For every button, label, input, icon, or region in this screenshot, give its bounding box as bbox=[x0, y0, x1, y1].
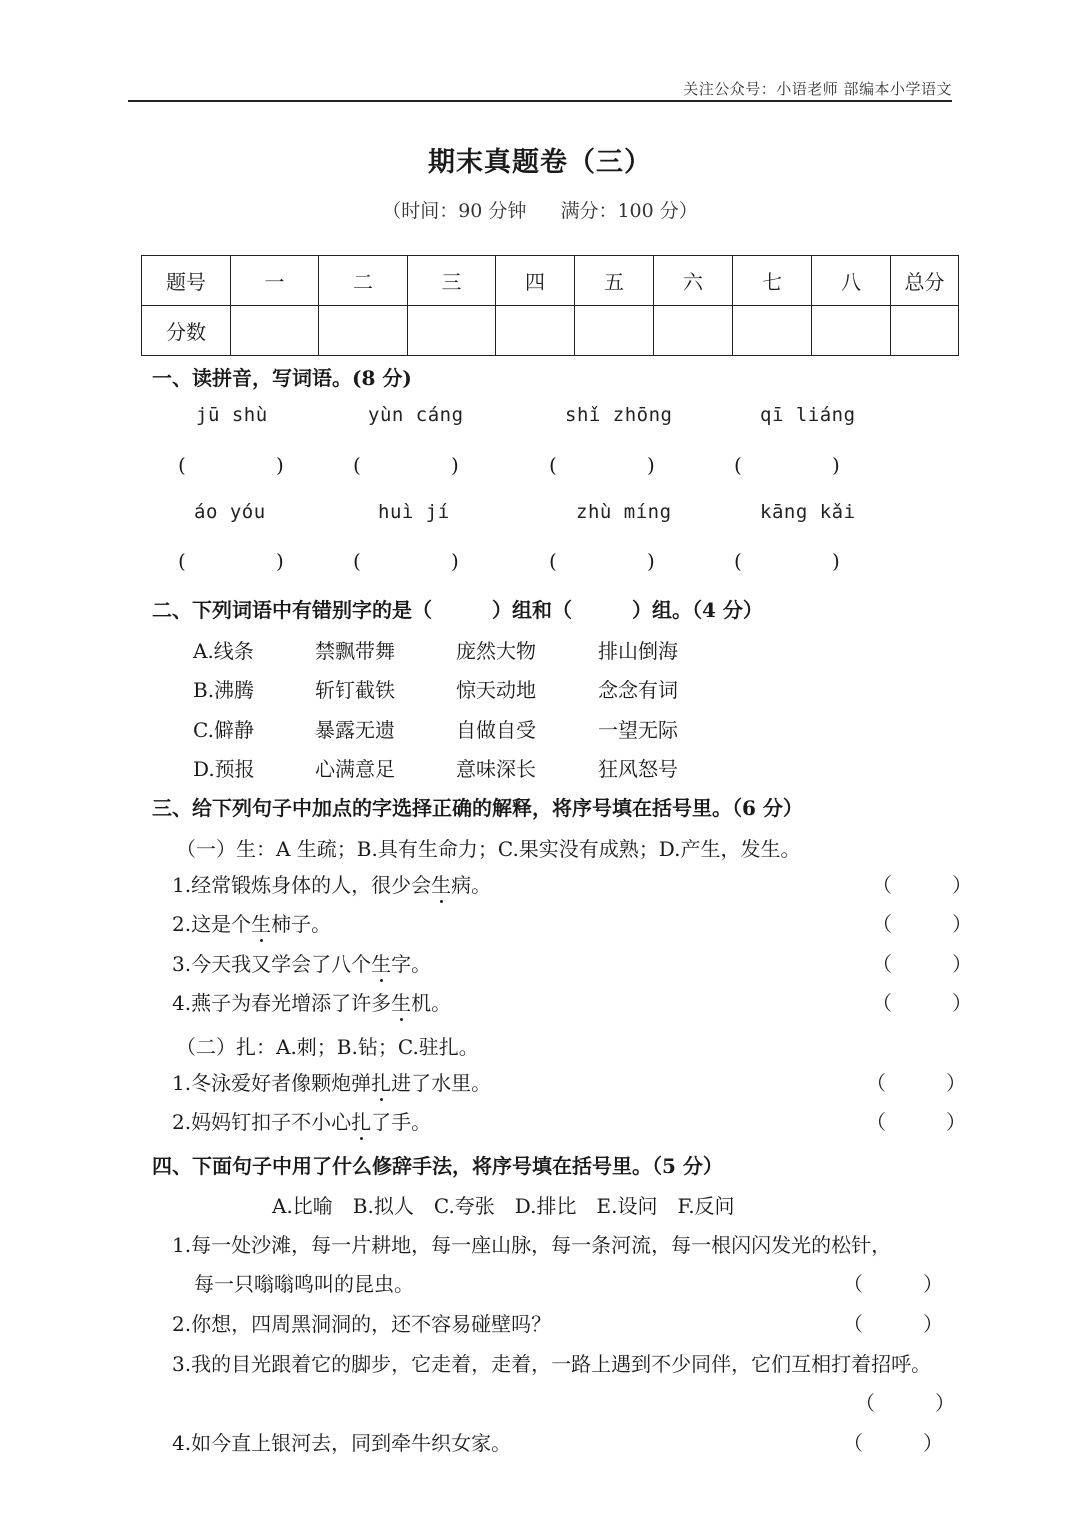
table-cell: 二 bbox=[319, 256, 408, 306]
dotted-char: 生 bbox=[431, 869, 451, 898]
pinyin: jū shù bbox=[196, 404, 268, 426]
header-divider bbox=[128, 100, 952, 102]
time-limit: （时间：90 分钟 bbox=[382, 200, 527, 222]
score-table-score-row bbox=[142, 306, 959, 356]
question-item bbox=[172, 987, 451, 1016]
section-1-heading: 一、读拼音，写词语。(8 分) bbox=[152, 366, 412, 390]
answer-paren[interactable]: （ ） bbox=[872, 912, 972, 936]
answer-paren[interactable]: （ ） bbox=[843, 1431, 943, 1455]
question-item bbox=[172, 908, 331, 937]
dotted-char: 生 bbox=[251, 908, 271, 937]
pinyin: kāng kǎi bbox=[760, 501, 856, 523]
table-cell: 七 bbox=[733, 256, 812, 306]
question-text: 1.冬泳爱好者像颗炮弹 bbox=[172, 1071, 372, 1095]
full-score: 满分：100 分） bbox=[560, 200, 698, 222]
question-text: 4.如今直上银河去，同到牵牛织女家。 bbox=[172, 1431, 512, 1455]
word: 自做自受 bbox=[456, 718, 536, 742]
answer-paren-close: ) bbox=[647, 549, 655, 573]
question-text: 进了水里。 bbox=[391, 1071, 492, 1095]
question-text: 柿子。 bbox=[271, 912, 332, 936]
word: 心满意足 bbox=[315, 757, 395, 781]
option-label: A.线条 bbox=[193, 639, 254, 663]
answer-paren-close: ) bbox=[276, 549, 284, 573]
question-text: 2.这是个 bbox=[172, 912, 252, 936]
table-cell: 八 bbox=[812, 256, 891, 306]
pinyin: áo yóu bbox=[194, 501, 266, 523]
page-title: 期末真题卷（三） bbox=[428, 147, 652, 178]
table-cell: 三 bbox=[408, 256, 496, 306]
answer-paren[interactable]: （ ） bbox=[843, 1272, 943, 1296]
word: 意味深长 bbox=[456, 757, 536, 781]
option-label: D.预报 bbox=[193, 757, 255, 781]
answer-paren-open: ( bbox=[549, 549, 557, 573]
word: 暴露无遗 bbox=[315, 718, 395, 742]
header-note: 关注公众号：小语老师 部编本小学语文 bbox=[683, 80, 952, 98]
table-cell: 六 bbox=[654, 256, 733, 306]
table-cell: 分数 bbox=[142, 306, 231, 356]
word: 惊天动地 bbox=[456, 678, 536, 702]
exam-info bbox=[0, 196, 1080, 223]
word: 庞然大物 bbox=[456, 639, 536, 663]
pinyin: zhù míng bbox=[576, 501, 672, 523]
question-text: 机。 bbox=[411, 991, 452, 1015]
section-3-heading: 三、给下列句子中加点的字选择正确的解释，将序号填在括号里。（6 分） bbox=[152, 796, 803, 820]
question-text: 每一只嗡嗡鸣叫的昆虫。 bbox=[194, 1272, 414, 1296]
table-cell: 四 bbox=[496, 256, 575, 306]
word: 斩钉截铁 bbox=[315, 678, 395, 702]
score-input-cell[interactable] bbox=[319, 306, 408, 356]
word: 排山倒海 bbox=[598, 639, 678, 663]
score-input-cell[interactable] bbox=[812, 306, 891, 356]
answer-paren[interactable]: （ ） bbox=[866, 1071, 966, 1095]
word: 禁飘带舞 bbox=[315, 639, 395, 663]
question-text: 1.每一处沙滩，每一片耕地，每一座山脉，每一条河流，每一根闪闪发光的松针， bbox=[172, 1233, 892, 1257]
score-input-cell[interactable] bbox=[654, 306, 733, 356]
pinyin: yùn cáng bbox=[368, 404, 464, 426]
answer-paren-open: ( bbox=[353, 453, 361, 477]
question-text: 4.燕子为春光增添了许多 bbox=[172, 991, 392, 1015]
answer-paren-open: ( bbox=[734, 453, 742, 477]
word: 念念有词 bbox=[598, 678, 678, 702]
dotted-char: 生 bbox=[391, 987, 411, 1016]
score-input-cell[interactable] bbox=[496, 306, 575, 356]
score-table-header-row bbox=[142, 256, 959, 306]
answer-paren-open: ( bbox=[178, 453, 186, 477]
section-4-heading: 四、下面句子中用了什么修辞手法，将序号填在括号里。（5 分） bbox=[152, 1154, 723, 1178]
option-label: B.沸腾 bbox=[193, 678, 255, 702]
answer-paren[interactable]: （ ） bbox=[866, 1110, 966, 1134]
definition-list: （二）扎：A.刺；B.钻；C.驻扎。 bbox=[176, 1035, 479, 1059]
word: 狂风怒号 bbox=[598, 757, 678, 781]
table-cell: 题号 bbox=[142, 256, 231, 306]
word: 一望无际 bbox=[598, 718, 678, 742]
question-item bbox=[172, 1106, 431, 1135]
score-input-cell[interactable] bbox=[733, 306, 812, 356]
dotted-char: 扎 bbox=[351, 1106, 371, 1135]
answer-paren-close: ) bbox=[451, 549, 459, 573]
answer-paren-close: ) bbox=[276, 453, 284, 477]
question-text: 病。 bbox=[451, 873, 492, 897]
dotted-char: 生 bbox=[371, 948, 391, 977]
answer-paren-open: ( bbox=[353, 549, 361, 573]
definition-list: （一）生：A 生疏；B.具有生命力；C.果实没有成熟；D.产生，发生。 bbox=[176, 837, 801, 861]
answer-paren-close: ) bbox=[832, 453, 840, 477]
table-cell: 总分 bbox=[891, 256, 959, 306]
question-text: 了手。 bbox=[371, 1110, 432, 1134]
question-item bbox=[172, 1067, 491, 1096]
option-label: C.僻静 bbox=[193, 718, 254, 742]
table-cell: 一 bbox=[231, 256, 319, 306]
question-text: 2.妈妈钉扣子不小心 bbox=[172, 1110, 352, 1134]
table-cell: 五 bbox=[575, 256, 654, 306]
question-text: 1.经常锻炼身体的人，很少会 bbox=[172, 873, 432, 897]
score-input-cell[interactable] bbox=[408, 306, 496, 356]
question-item bbox=[172, 948, 431, 977]
question-text: 2.你想，四周黑洞洞的，还不容易碰壁吗？ bbox=[172, 1312, 552, 1336]
question-text: 3.我的目光跟着它的脚步，它走着，走着，一路上遇到不少同伴，它们互相打着招呼。 bbox=[172, 1352, 932, 1376]
score-input-cell[interactable] bbox=[891, 306, 959, 356]
answer-paren-close: ) bbox=[832, 549, 840, 573]
answer-paren-open: ( bbox=[178, 549, 186, 573]
answer-paren-open: ( bbox=[734, 549, 742, 573]
answer-paren[interactable]: （ ） bbox=[872, 873, 972, 897]
score-table bbox=[141, 255, 959, 356]
question-text: 3.今天我又学会了八个 bbox=[172, 952, 372, 976]
score-input-cell[interactable] bbox=[231, 306, 319, 356]
pinyin: qī liáng bbox=[760, 404, 856, 426]
pinyin: huì jí bbox=[378, 501, 450, 523]
question-text: 字。 bbox=[391, 952, 432, 976]
dotted-char: 扎 bbox=[371, 1067, 391, 1096]
answer-paren[interactable]: （ ） bbox=[855, 1391, 955, 1415]
rhetoric-options: A.比喻 B.拟人 C.夸张 D.排比 E.设问 F.反问 bbox=[272, 1194, 735, 1218]
answer-paren[interactable]: （ ） bbox=[872, 991, 972, 1015]
answer-paren[interactable]: （ ） bbox=[872, 952, 972, 976]
answer-paren-open: ( bbox=[549, 453, 557, 477]
answer-paren[interactable]: （ ） bbox=[843, 1312, 943, 1336]
pinyin: shǐ zhōng bbox=[565, 404, 673, 426]
answer-paren-close: ) bbox=[647, 453, 655, 477]
answer-paren-close: ) bbox=[451, 453, 459, 477]
score-input-cell[interactable] bbox=[575, 306, 654, 356]
question-item bbox=[172, 869, 491, 898]
section-2-heading: 二、下列词语中有错别字的是（ ）组和（ ）组。（4 分） bbox=[152, 598, 763, 622]
